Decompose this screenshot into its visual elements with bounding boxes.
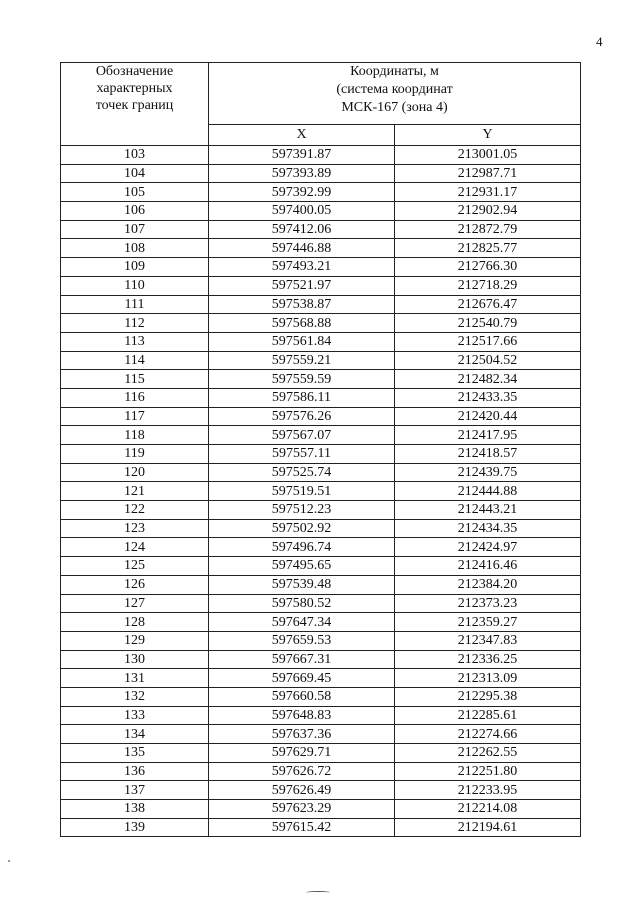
table-row: [61, 202, 581, 221]
point-id-cell: 119: [61, 445, 209, 464]
point-id-cell: 115: [61, 370, 209, 389]
table-row: [61, 557, 581, 576]
y-column-header: Y: [395, 124, 581, 145]
point-id-cell: 114: [61, 351, 209, 370]
point-id-cell: 124: [61, 538, 209, 557]
coordinates-table: [60, 62, 581, 837]
y-coordinate-cell: 212384.20: [395, 575, 581, 594]
x-coordinate-cell: 597648.83: [209, 706, 395, 725]
table-row: [61, 594, 581, 613]
point-id-cell: 129: [61, 631, 209, 650]
point-id-cell: 136: [61, 762, 209, 781]
y-coordinate-cell: 212433.35: [395, 388, 581, 407]
x-coordinate-cell: 597493.21: [209, 258, 395, 277]
table-row: [61, 183, 581, 202]
y-coordinate-cell: 212444.88: [395, 482, 581, 501]
y-coordinate-cell: 212336.25: [395, 650, 581, 669]
x-coordinate-cell: 597629.71: [209, 744, 395, 763]
table-row: [61, 482, 581, 501]
y-coordinate-cell: 212295.38: [395, 687, 581, 706]
x-coordinate-cell: 597557.11: [209, 445, 395, 464]
y-coordinate-cell: 212233.95: [395, 781, 581, 800]
table-row: [61, 687, 581, 706]
point-id-cell: 117: [61, 407, 209, 426]
point-id-cell: 125: [61, 557, 209, 576]
point-id-cell: 138: [61, 800, 209, 819]
table-row: [61, 220, 581, 239]
table-row: [61, 501, 581, 520]
x-coordinate-cell: 597667.31: [209, 650, 395, 669]
x-coordinate-cell: 597567.07: [209, 426, 395, 445]
point-id-cell: 133: [61, 706, 209, 725]
x-coordinate-cell: 597502.92: [209, 519, 395, 538]
x-column-header: X: [209, 124, 395, 145]
x-coordinate-cell: 597576.26: [209, 407, 395, 426]
point-id-cell: 123: [61, 519, 209, 538]
y-coordinate-cell: 212482.34: [395, 370, 581, 389]
x-coordinate-cell: 597525.74: [209, 463, 395, 482]
y-coordinate-cell: 212902.94: [395, 202, 581, 221]
y-coordinate-cell: 212987.71: [395, 164, 581, 183]
table-row: [61, 744, 581, 763]
margin-dot: [8, 860, 10, 862]
y-coordinate-cell: 212418.57: [395, 445, 581, 464]
point-id-cell: 107: [61, 220, 209, 239]
table-row: [61, 332, 581, 351]
coordinates-column-header: Координаты, м (система координат МСК-167 (зона 4): [209, 63, 581, 125]
x-coordinate-cell: 597568.88: [209, 314, 395, 333]
y-coordinate-cell: 212517.66: [395, 332, 581, 351]
table-row: [61, 762, 581, 781]
point-id-cell: 105: [61, 183, 209, 202]
x-coordinate-cell: 597391.87: [209, 146, 395, 165]
table-row: [61, 258, 581, 277]
y-coordinate-cell: 212443.21: [395, 501, 581, 520]
table-row: [61, 800, 581, 819]
point-id-cell: 139: [61, 818, 209, 837]
y-coordinate-cell: 212251.80: [395, 762, 581, 781]
table-row: [61, 575, 581, 594]
x-coordinate-cell: 597521.97: [209, 276, 395, 295]
y-coordinate-cell: 212262.55: [395, 744, 581, 763]
y-coordinate-cell: 212504.52: [395, 351, 581, 370]
point-id-cell: 103: [61, 146, 209, 165]
x-coordinate-cell: 597539.48: [209, 575, 395, 594]
table-row: [61, 388, 581, 407]
y-coordinate-cell: 212417.95: [395, 426, 581, 445]
point-id-cell: 127: [61, 594, 209, 613]
x-coordinate-cell: 597580.52: [209, 594, 395, 613]
y-coordinate-cell: 212359.27: [395, 613, 581, 632]
x-coordinate-cell: 597626.72: [209, 762, 395, 781]
x-coordinate-cell: 597412.06: [209, 220, 395, 239]
table-row: [61, 519, 581, 538]
point-id-cell: 135: [61, 744, 209, 763]
point-id-cell: 128: [61, 613, 209, 632]
y-coordinate-cell: 212420.44: [395, 407, 581, 426]
footer-mark: [306, 891, 330, 894]
point-id-cell: 131: [61, 669, 209, 688]
y-coordinate-cell: 212931.17: [395, 183, 581, 202]
table-row: [61, 314, 581, 333]
table-row: [61, 725, 581, 744]
point-id-cell: 132: [61, 687, 209, 706]
x-coordinate-cell: 597615.42: [209, 818, 395, 837]
y-coordinate-cell: 212766.30: [395, 258, 581, 277]
x-coordinate-cell: 597561.84: [209, 332, 395, 351]
y-coordinate-cell: 212676.47: [395, 295, 581, 314]
y-coordinate-cell: 212434.35: [395, 519, 581, 538]
x-coordinate-cell: 597586.11: [209, 388, 395, 407]
y-coordinate-cell: 212214.08: [395, 800, 581, 819]
table-row: [61, 818, 581, 837]
x-coordinate-cell: 597623.29: [209, 800, 395, 819]
y-coordinate-cell: 212285.61: [395, 706, 581, 725]
point-id-cell: 130: [61, 650, 209, 669]
x-coordinate-cell: 597446.88: [209, 239, 395, 258]
table-row: [61, 276, 581, 295]
x-coordinate-cell: 597400.05: [209, 202, 395, 221]
table-row: [61, 445, 581, 464]
point-id-cell: 104: [61, 164, 209, 183]
table-row: [61, 669, 581, 688]
point-id-cell: 126: [61, 575, 209, 594]
table-row: [61, 538, 581, 557]
point-id-cell: 137: [61, 781, 209, 800]
point-id-cell: 106: [61, 202, 209, 221]
y-coordinate-cell: 212347.83: [395, 631, 581, 650]
point-id-cell: 120: [61, 463, 209, 482]
table-row: [61, 164, 581, 183]
table-row: [61, 407, 581, 426]
x-coordinate-cell: 597538.87: [209, 295, 395, 314]
y-coordinate-cell: 212439.75: [395, 463, 581, 482]
x-coordinate-cell: 597659.53: [209, 631, 395, 650]
table-row: [61, 463, 581, 482]
point-id-cell: 110: [61, 276, 209, 295]
point-id-cell: 111: [61, 295, 209, 314]
point-id-cell: 108: [61, 239, 209, 258]
point-id-cell: 112: [61, 314, 209, 333]
table-row: [61, 239, 581, 258]
y-coordinate-cell: 213001.05: [395, 146, 581, 165]
point-id-cell: 116: [61, 388, 209, 407]
x-coordinate-cell: 597495.65: [209, 557, 395, 576]
point-id-cell: 121: [61, 482, 209, 501]
table-row: [61, 706, 581, 725]
y-coordinate-cell: 212416.46: [395, 557, 581, 576]
page-number: 4: [596, 34, 603, 49]
x-coordinate-cell: 597393.89: [209, 164, 395, 183]
table-body: [61, 146, 581, 837]
y-coordinate-cell: 212194.61: [395, 818, 581, 837]
table-row: [61, 351, 581, 370]
table-row: [61, 370, 581, 389]
x-coordinate-cell: 597660.58: [209, 687, 395, 706]
y-coordinate-cell: 212718.29: [395, 276, 581, 295]
point-id-cell: 113: [61, 332, 209, 351]
x-coordinate-cell: 597626.49: [209, 781, 395, 800]
point-id-cell: 109: [61, 258, 209, 277]
table-row: [61, 650, 581, 669]
point-id-cell: 118: [61, 426, 209, 445]
y-coordinate-cell: 212373.23: [395, 594, 581, 613]
x-coordinate-cell: 597637.36: [209, 725, 395, 744]
y-coordinate-cell: 212872.79: [395, 220, 581, 239]
table-row: [61, 426, 581, 445]
point-column-header: Обозначение характерных точек границ: [61, 63, 209, 146]
table-row: [61, 295, 581, 314]
x-coordinate-cell: 597559.59: [209, 370, 395, 389]
y-coordinate-cell: 212313.09: [395, 669, 581, 688]
x-coordinate-cell: 597647.34: [209, 613, 395, 632]
table-header: [61, 63, 581, 146]
x-coordinate-cell: 597559.21: [209, 351, 395, 370]
x-coordinate-cell: 597669.45: [209, 669, 395, 688]
y-coordinate-cell: 212424.97: [395, 538, 581, 557]
table-row: [61, 146, 581, 165]
table-row: [61, 781, 581, 800]
x-coordinate-cell: 597519.51: [209, 482, 395, 501]
y-coordinate-cell: 212540.79: [395, 314, 581, 333]
point-id-cell: 134: [61, 725, 209, 744]
table-row: [61, 631, 581, 650]
y-coordinate-cell: 212274.66: [395, 725, 581, 744]
table-row: [61, 613, 581, 632]
x-coordinate-cell: 597392.99: [209, 183, 395, 202]
point-id-cell: 122: [61, 501, 209, 520]
x-coordinate-cell: 597512.23: [209, 501, 395, 520]
y-coordinate-cell: 212825.77: [395, 239, 581, 258]
x-coordinate-cell: 597496.74: [209, 538, 395, 557]
